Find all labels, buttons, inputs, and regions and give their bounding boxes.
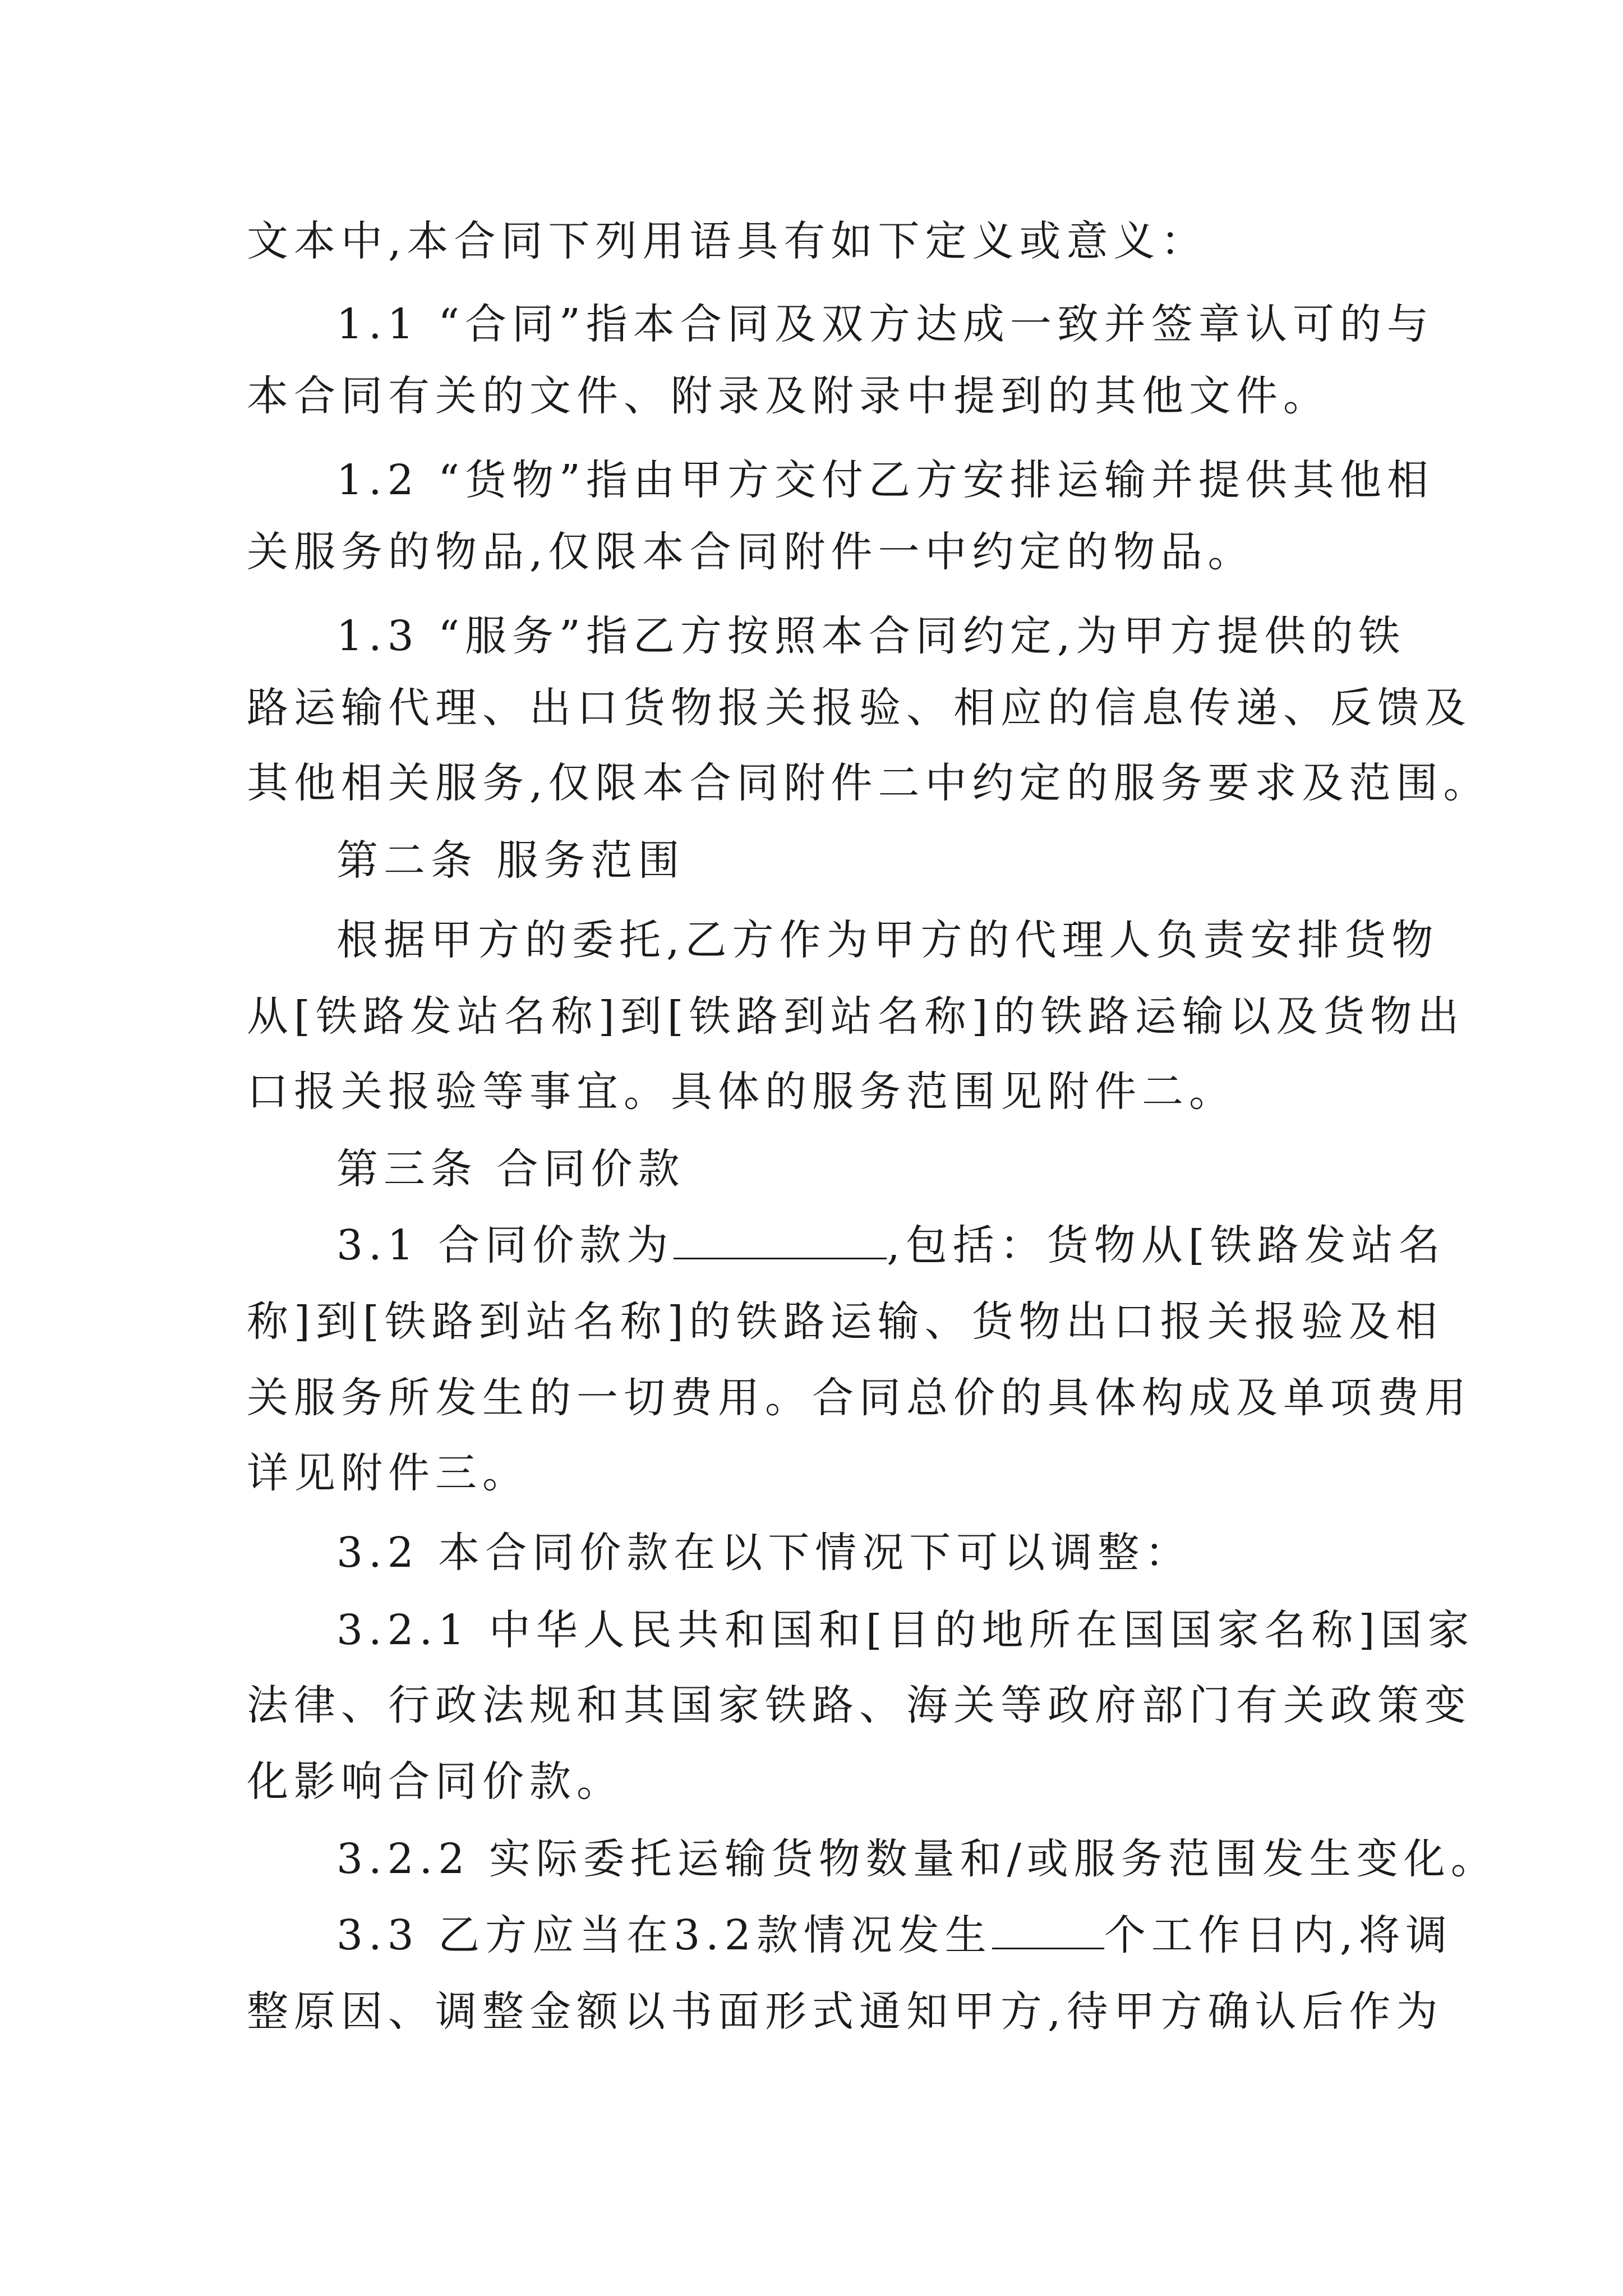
clause-3-2-1-line-2: 法律、行政法规和其国家铁路、海关等政府部门有关政策变	[247, 1681, 1472, 1729]
clause-3-1-line-3: 关服务所发生的一切费用。合同总价的具体构成及单项费用	[247, 1374, 1472, 1422]
article-2-line-1: 根据甲方的委托,乙方作为甲方的代理人负责安排货物	[336, 916, 1439, 964]
article-3-heading: 第三条 合同价款	[336, 1145, 685, 1193]
article-2-line-2: 从[铁路发站名称]到[铁路到站名称]的铁路运输以及货物出	[247, 992, 1465, 1041]
clause-3-2-1-line-1: 3.2.1 中华人民共和国和[目的地所在国国家名称]国家	[336, 1606, 1475, 1654]
clause-1-2-line-2: 关服务的物品,仅限本合同附件一中约定的物品。	[247, 528, 1255, 576]
clause-3-2-2-line: 3.2.2 实际委托运输货物数量和/或服务范围发生变化。	[336, 1835, 1498, 1883]
clause-3-3-line-1	[336, 1907, 1481, 1963]
clause-1-2-line-1: 1.2 “货物”指由甲方交付乙方安排运输并提供其他相	[336, 456, 1434, 504]
workdays-blank	[992, 1908, 1104, 1949]
article-2-heading: 第二条 服务范围	[336, 836, 685, 885]
clause-3-3-prefix: 3.3 乙方应当在3.2款情况发生	[336, 1911, 992, 1959]
clause-1-1-line-1: 1.1 “合同”指本合同及双方达成一致并签章认可的与	[336, 300, 1434, 348]
clause-1-3-line-2: 路运输代理、出口货物报关报验、相应的信息传递、反馈及	[247, 684, 1472, 732]
clause-3-1-line-4: 详见附件三。	[247, 1449, 529, 1497]
clause-3-2-line: 3.2 本合同价款在以下情况下可以调整：	[336, 1529, 1192, 1577]
text-line: 文本中,本合同下列用语具有如下定义或意义：	[247, 217, 1208, 265]
clause-3-2-1-line-3: 化影响合同价款。	[247, 1757, 624, 1806]
price-blank	[674, 1218, 887, 1259]
clause-3-3-line-2: 整原因、调整金额以书面形式通知甲方,待甲方确认后作为	[247, 1987, 1444, 2036]
clause-3-3-suffix: 个工作日内,将调	[1104, 1911, 1453, 1959]
clause-3-1-line-2: 称]到[铁路到站名称]的铁路运输、货物出口报关报验及相	[247, 1297, 1443, 1346]
article-2-line-3: 口报关报验等事宜。具体的服务范围见附件二。	[247, 1068, 1236, 1116]
clause-3-1-suffix: ,包括：货物从[铁路发站名	[887, 1221, 1446, 1269]
clause-3-1-line-1	[336, 1217, 1481, 1273]
clause-1-3-line-1: 1.3 “服务”指乙方按照本合同约定,为甲方提供的铁	[336, 612, 1406, 660]
clause-1-1-line-2: 本合同有关的文件、附录及附录中提到的其他文件。	[247, 372, 1330, 420]
clause-3-1-prefix: 3.1 合同价款为	[336, 1221, 674, 1269]
clause-1-3-line-3: 其他相关服务,仅限本合同附件二中约定的服务要求及范围。	[247, 759, 1491, 807]
